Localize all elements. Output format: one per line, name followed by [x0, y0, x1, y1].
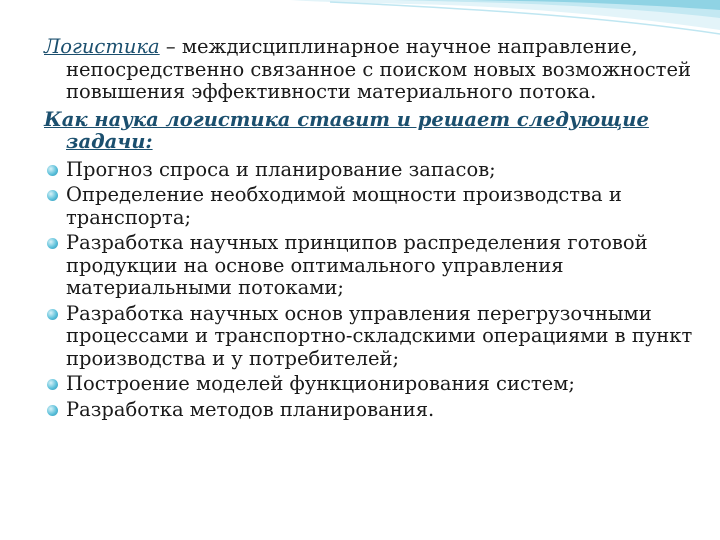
list-item	[44, 373, 699, 396]
tasks-list	[44, 159, 699, 422]
list-item	[44, 159, 699, 182]
bullet-icon	[47, 405, 58, 416]
task-text: Построение моделей функционирования систем;	[66, 372, 575, 395]
slide-content	[44, 36, 699, 424]
bullet-icon	[47, 190, 58, 201]
bullet-icon	[47, 238, 58, 249]
task-text: Определение необходимой мощности производства и транспорта;	[66, 183, 622, 229]
list-item	[44, 232, 699, 300]
bullet-icon	[47, 165, 58, 176]
list-item	[44, 303, 699, 371]
task-text: Разработка научных основ управления перегрузочными процессами и транспортно-складскими операциями в пункт производства и у потребителей;	[66, 301, 693, 370]
bullet-icon	[47, 309, 58, 320]
tasks-heading: Как наука логистика ставит и решает следующие задачи:	[44, 107, 649, 153]
task-text: Прогноз спроса и планирование запасов;	[66, 157, 496, 181]
task-text: Разработка методов планирования.	[66, 397, 435, 421]
list-item	[44, 399, 699, 422]
definition-term: Логистика	[44, 35, 160, 58]
task-text: Разработка научных принципов распределения готовой продукции на основе оптимального управления материальными потоками;	[66, 231, 648, 299]
bullet-icon	[47, 379, 58, 390]
definition-paragraph	[44, 36, 699, 104]
list-item	[44, 184, 699, 229]
definition-text: – междисциплинарное научное направление, непосредственно связанное с поиском новых возможностей повышения эффективности материального потока.	[66, 35, 691, 103]
